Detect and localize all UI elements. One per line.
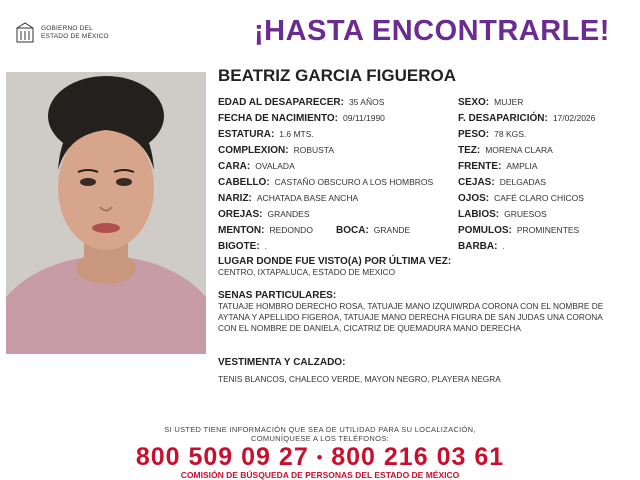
vestimenta-value: TENIS BLANCOS, CHALECO VERDE, MAYON NEGRO, PLAYERA NEGRA: [218, 374, 501, 384]
portrait-image: [6, 72, 206, 354]
phone-2[interactable]: 800 216 03 61: [331, 443, 505, 471]
coat-of-arms-icon: [14, 22, 36, 44]
field-cara: CARA: OVALADA: [218, 161, 295, 172]
phone-numbers: [0, 443, 640, 472]
field-peso: PESO: 78 KGS.: [458, 129, 527, 140]
commission-footer: COMISIÓN DE BÚSQUEDA DE PERSONAS DEL ESTADO DE MÉXICO: [180, 470, 460, 480]
state-logo: [14, 22, 124, 46]
field-nacimiento: FECHA DE NACIMIENTO: 09/11/1990: [218, 113, 385, 124]
field-edad: EDAD AL DESAPARECER: 35 AÑOS: [218, 97, 385, 108]
contact-line-1: SI USTED TIENE INFORMACIÓN QUE SEA DE UTILIDAD PARA SU LOCALIZACIÓN,: [164, 425, 476, 434]
field-nariz: NARIZ: ACHATADA BASE ANCHA: [218, 193, 359, 204]
vestimenta-label: VESTIMENTA Y CALZADO:: [218, 357, 346, 368]
field-estatura: ESTATURA: 1.6 MTS.: [218, 129, 314, 140]
person-name: BEATRIZ GARCIA FIGUEROA: [218, 66, 456, 85]
field-frente: FRENTE: AMPLIA: [458, 161, 538, 172]
senas-label: SENAS PARTICULARES:: [218, 290, 337, 301]
field-orejas: OREJAS: GRANDES: [218, 209, 310, 220]
field-menton: MENTON: REDONDO: [218, 225, 313, 236]
field-cejas: CEJAS: DELGADAS: [458, 177, 546, 188]
field-tez: TEZ: MORENA CLARA: [458, 145, 553, 156]
last-seen-label: LUGAR DONDE FUE VISTO(A) POR ÚLTIMA VEZ:: [218, 256, 452, 267]
phone-separator: •: [316, 449, 324, 467]
field-cabello: CABELLO: CASTAÑO OBSCURO A LOS HOMBROS: [218, 177, 434, 188]
field-fdesap: F. DESAPARICIÓN: 17/02/2026: [458, 113, 596, 124]
contact-instructions: [0, 425, 640, 443]
field-sexo: SEXO: MUJER: [458, 97, 524, 108]
phone-1[interactable]: 800 509 09 27: [135, 443, 309, 471]
missing-person-photo: [6, 72, 206, 354]
logo-line-2: ESTADO DE MÉXICO: [41, 33, 109, 40]
field-pomulos: POMULOS: PROMINENTES: [458, 225, 580, 236]
field-ojos: OJOS: CAFÉ CLARO CHICOS: [458, 193, 584, 204]
field-bigote: BIGOTE: .: [218, 241, 268, 252]
headline: ¡HASTA ENCONTRARLE!: [254, 15, 610, 47]
field-complexion: COMPLEXION: ROBUSTA: [218, 145, 335, 156]
senas-value: TATUAJE HOMBRO DERECHO ROSA, TATUAJE MANO IZQUIWRDA CORONA CON EL NOMBRE DE AYTANA Y APELLIDO FIGEROA, TATUAJE MANO DERECHA FIGURA DE SAN JUDAS UNA CORONA CON EL NOMBRE DE DANIELA, CICATRIZ DE QUEMADURA MANO DERECHA: [218, 301, 604, 333]
contact-line-2: COMUNÍQUESE A LOS TELÉFONOS:: [251, 434, 389, 443]
field-labios: LABIOS: GRUESOS: [458, 209, 547, 220]
field-boca: BOCA: GRANDE: [336, 225, 411, 236]
field-barba: BARBA: .: [458, 241, 505, 252]
logo-line-1: GOBIERNO DEL: [41, 25, 93, 32]
last-seen-value: CENTRO, IXTAPALUCA, ESTADO DE MEXICO: [218, 267, 396, 277]
